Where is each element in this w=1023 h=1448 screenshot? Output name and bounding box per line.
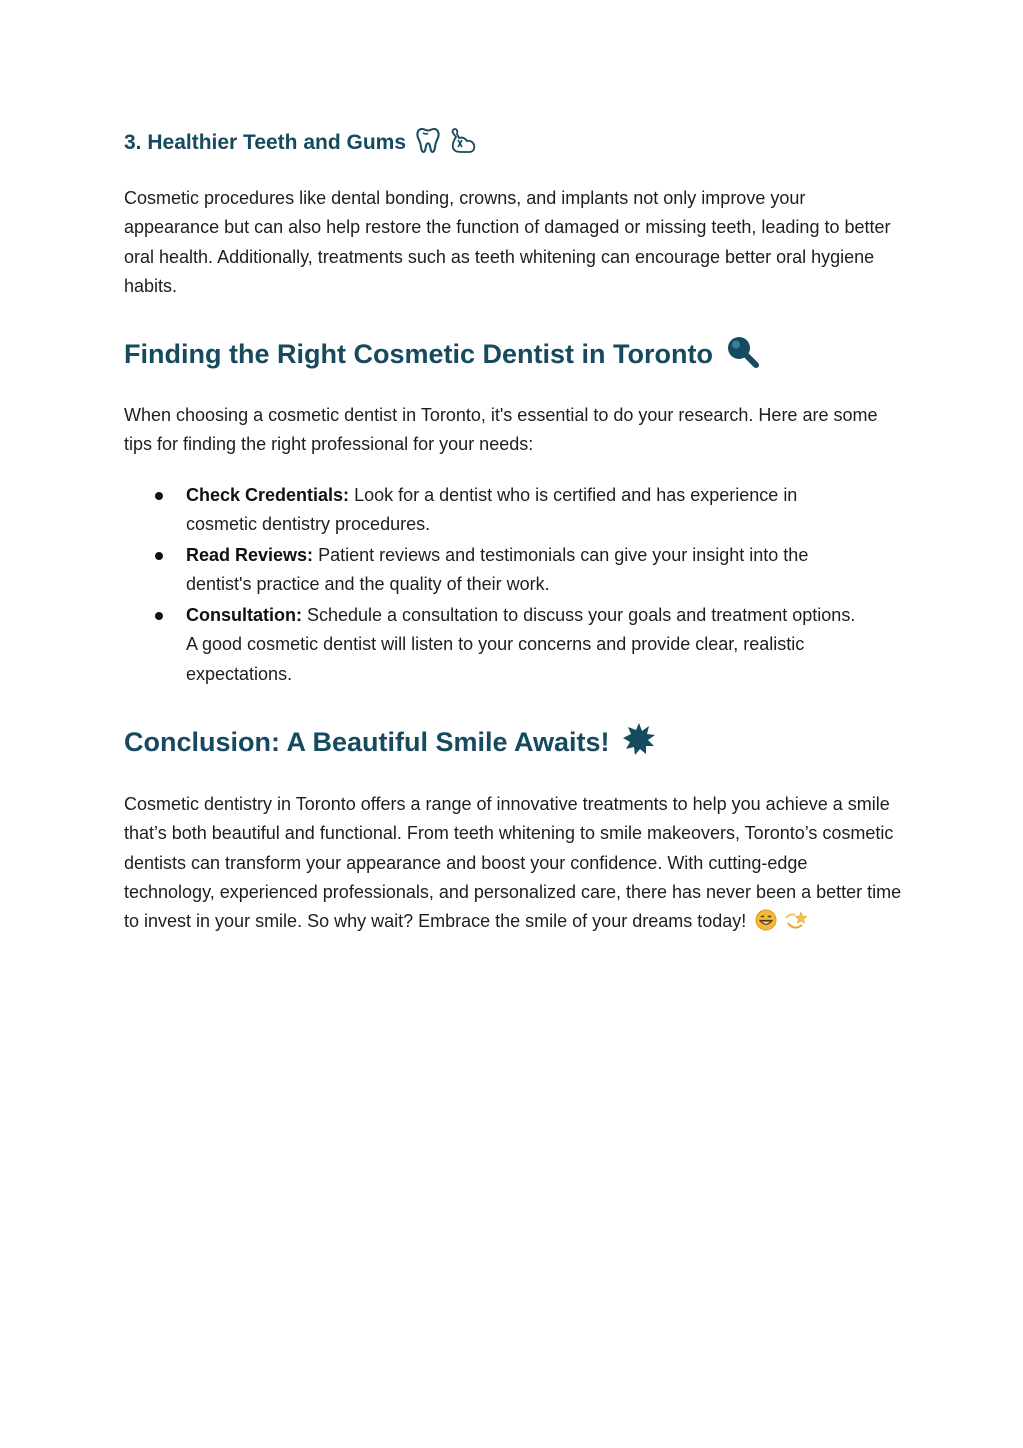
heading-text: Finding the Right Cosmetic Dentist in Toronto [124, 339, 713, 369]
sparkle-icon [622, 722, 656, 763]
tip-label: Consultation: [186, 605, 302, 626]
tip-label: Read Reviews: [186, 545, 314, 566]
section-heading-conclusion [124, 722, 656, 763]
section3-paragraph: Cosmetic procedures like dental bonding, crowns, and implants not only improve your appearance but can also help restore the function of damaged or missing teeth, leading to better oral health. Additionally, treatments such as teeth whitening can encourage better oral hygiene habits. [124, 188, 891, 296]
conclusion-paragraph [124, 790, 902, 940]
tip-text: Schedule a consultation to discuss your goals and treatment options. A good cosmetic dentist will listen to your concerns and provide clear, realistic expectations. [186, 605, 856, 684]
flexed-arm-icon [447, 126, 477, 160]
dizzy-star-icon [784, 909, 808, 940]
tooth-icon [415, 126, 441, 160]
tip-text: Patient reviews and testimonials can give your insight into the dentist's practice and the quality of their work. [186, 545, 809, 595]
finding-intro-paragraph: When choosing a cosmetic dentist in Toronto, it's essential to do your research. Here are some tips for finding the right professional for your needs: [124, 405, 878, 455]
bullet-icon [155, 492, 163, 500]
bullet-icon [155, 612, 163, 620]
grinning-face-icon [755, 909, 777, 940]
heading-text: 3. Healthier Teeth and Gums [124, 131, 407, 154]
list-item [124, 541, 864, 600]
magnifying-glass-icon [725, 334, 759, 375]
tip-label: Check Credentials: [186, 485, 350, 505]
bullet-icon [155, 552, 163, 560]
tip-text: Look for a dentist who is certified and has experience in cosmetic dentistry procedures. [186, 485, 798, 535]
section-heading-finding-dentist [124, 334, 759, 375]
heading-text: Conclusion: A Beautiful Smile Awaits! [124, 727, 610, 757]
conclusion-text: Cosmetic dentistry in Toronto offers a range of innovative treatments to help you achieve a smile that’s both beautiful and functional. From teeth whitening to smile makeovers, Toronto’s cosmetic dentists can transform your appearance and boost your confidence. With cutting-edge technology, experienced professionals, and personalized care, there has never been a better time to invest in your smile. So why wait? Embrace the smile of your dreams today! [124, 794, 902, 932]
list-item [124, 481, 864, 540]
list-item [124, 601, 864, 689]
tips-list [124, 481, 864, 691]
section-heading-healthier-teeth [124, 126, 477, 160]
